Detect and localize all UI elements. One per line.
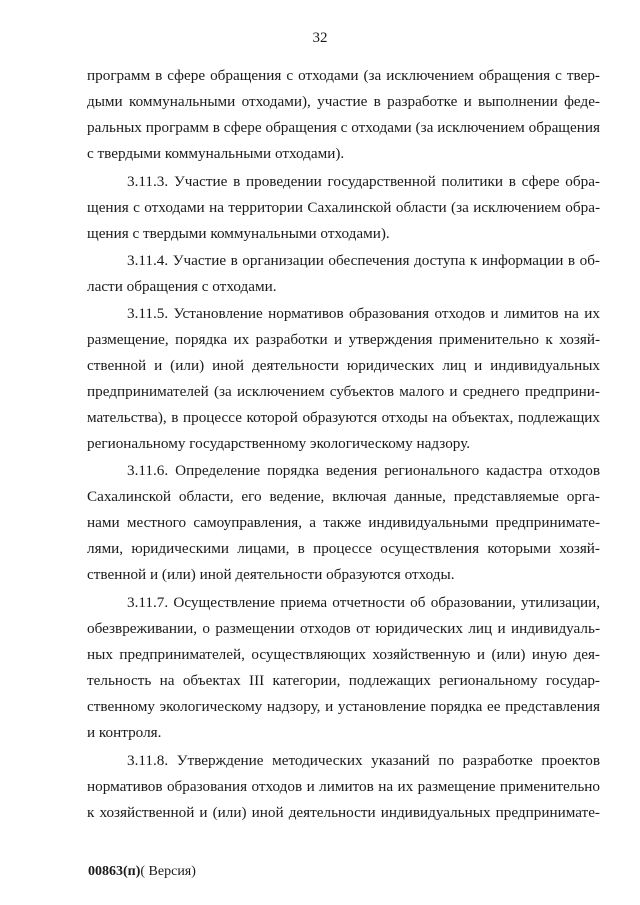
text-line: дыми коммунальными отходами), участие в разработке и выполнении феде- — [87, 93, 600, 110]
text-line: к хозяйственной и (или) иной деятельности индивидуальных предпринимате- — [87, 804, 600, 821]
paragraph-3-11-7-line: 3.11.7. Осуществление приема отчетности об образовании, утилизации, — [127, 594, 600, 611]
page-number: 32 — [312, 30, 328, 46]
paragraph-3-11-6-line: 3.11.6. Определение порядка ведения регионального кадастра отходов — [127, 462, 600, 479]
text-line: лями, юридическими лицами, в процессе осуществления которыми хозяй- — [87, 540, 600, 557]
text-line: щения с твердыми коммунальными отходами). — [87, 225, 390, 242]
document-version-label: ( Версия) — [140, 864, 196, 879]
document-code-number: 00863(п) — [88, 864, 141, 879]
text-line: региональному государственному экологическому надзору. — [87, 435, 471, 452]
paragraph-3-11-4-line: 3.11.4. Участие в организации обеспечения доступа к информации в об- — [127, 252, 600, 269]
text-line: щения с отходами на территории Сахалинской области (за исключением обра- — [87, 199, 600, 216]
text-line: ственному экологическому надзору, и установление порядка ее представления — [87, 698, 600, 715]
text-line: размещение, порядка их разработки и утверждения применительно к хозяй- — [87, 331, 600, 348]
text-line: обезвреживании, о размещении отходов от юридических лиц и индивидуаль- — [87, 620, 600, 637]
text-line: нормативов образования отходов и лимитов на их размещение применительно — [87, 778, 600, 795]
text-line: нами местного самоуправления, а также индивидуальными предпринимате- — [87, 514, 600, 531]
text-line: Сахалинской области, его ведение, включая данные, представляемые орга- — [87, 488, 600, 505]
paragraph-3-11-5-line: 3.11.5. Установление нормативов образования отходов и лимитов на их — [127, 305, 600, 322]
text-line: ственной и (или) иной деятельности образуются отходы. — [87, 566, 455, 583]
text-line: программ в сфере обращения с отходами (за исключением обращения с твер- — [87, 67, 600, 84]
text-line: тельность на объектах III категории, подлежащих региональному государ- — [87, 672, 600, 689]
paragraph-3-11-8-line: 3.11.8. Утверждение методических указаний по разработке проектов — [127, 752, 600, 769]
text-line: ласти обращения с отходами. — [87, 278, 277, 295]
text-line: с твердыми коммунальными отходами). — [87, 145, 345, 162]
text-line: ных предпринимателей, осуществляющих хозяйственную и (или) иную дея- — [87, 646, 600, 663]
text-line: мательства), в процессе которой образуются отходы на объектах, подлежащих — [87, 409, 600, 426]
text-line: и контроля. — [87, 724, 162, 741]
paragraph-3-11-3-line: 3.11.3. Участие в проведении государственной политики в сфере обра- — [127, 173, 600, 190]
text-line: ральных программ в сфере обращения с отходами (за исключением обращения — [87, 119, 600, 136]
text-line: ственной и (или) иной деятельности юридических лиц и индивидуальных — [87, 357, 600, 374]
text-line: предпринимателей (за исключением субъектов малого и среднего предприни- — [87, 383, 600, 400]
document-code — [88, 864, 196, 880]
